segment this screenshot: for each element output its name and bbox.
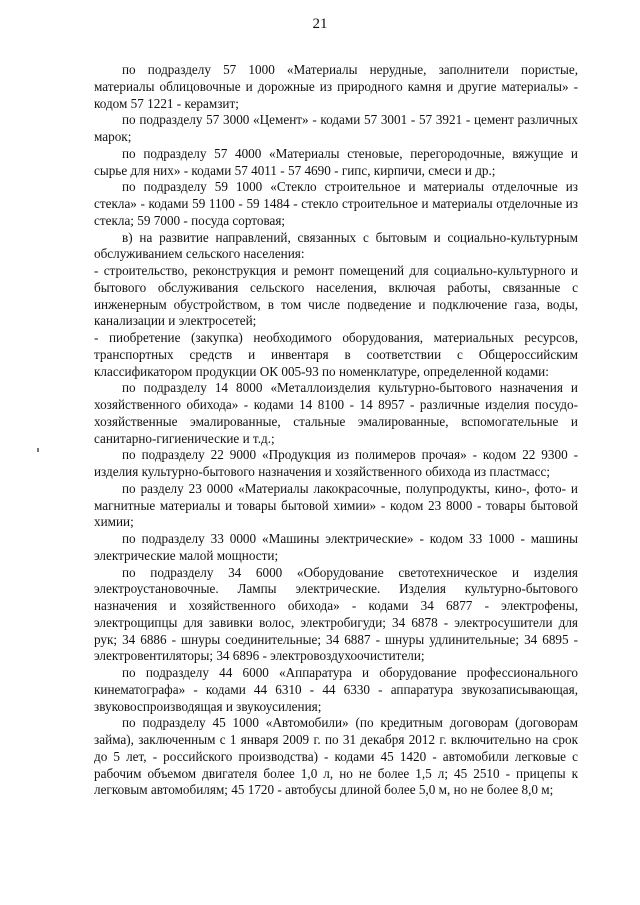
paragraph-polymers: по подразделу 22 9000 «Продукция из полимеров прочая» - кодом 22 9300 - изделия культурно-бытового назначения и хозяйственного обихода из пластмасс; [94, 447, 578, 479]
paragraph-metal-products: по подразделу 14 8000 «Металлоизделия культурно-бытового назначения и хозяйственного обихода» - кодами 14 8100 - 14 8957 - различные изделия посудо-хозяйственные эмалированные, стальные эмалированные, вспомогательные и санитарно-гигиенические и т.д.; [94, 380, 578, 446]
paragraph-wall-materials: по подразделу 57 4000 «Материалы стеновые, перегородочные, вяжущие и сырье для них» - кодами 57 4011 - 57 4690 - гипс, кирпичи, смеси и др.; [94, 145, 578, 178]
paragraph-cement: по подразделу 57 3000 «Цемент» - кодами 57 3001 - 57 3921 - цемент различных марок; [94, 112, 578, 144]
paragraph-crushed-stone-materials: по подразделу 57 1000 «Материалы нерудные, заполнители пористые, материалы облицовочные и дорожные из природного камня и другие материалы» - кодом 57 1221 - керамзит; [94, 62, 578, 111]
page-number: 21 [312, 16, 328, 32]
paragraph-purchase-item: - пиобретение (закупка) необходимого оборудования, материальных ресурсов, транспортных средств и инвентаря в соответствии с Общероссийским классификатором продукции ОК 005-93 по номенклатуре, определенной кодами: [94, 330, 578, 379]
paragraph-construction-item: - строительство, реконструкция и ремонт помещений для социально-культурного и бытового обслуживания сельского населения, включая работы, связанные с инженерным обустройством, в том числе подведение и подключение газа, воды, канализации и электросетей; [94, 263, 578, 329]
paragraph-automobiles: по подразделу 45 1000 «Автомобили» (по кредитным договорам (договорам займа), заключенным с 1 января 2009 г. по 31 декабря 2012 г. включительно на срок до 5 лет, - российского производства) - кодами 45 1420 - автомобили легковые с рабочим объемом двигателя более 1,0 л, но не более 1,5 л; 45 2510 - прицепы к легковым автомобилям; 45 1720 - автобусы длиной более 5,0 м, но не более 8,0 м; [94, 715, 578, 798]
paragraph-cinema-equipment: по подразделу 44 6000 «Аппаратура и оборудование профессионального кинематографа» - кодами 44 6310 - 44 6330 - аппаратура звукозаписывающая, звуковоспроизводящая и звукоусиления; [94, 665, 578, 714]
margin-mark [37, 448, 39, 452]
paragraph-lighting-equipment: по подразделу 34 6000 «Оборудование светотехническое и изделия электроустановочные. Лампы электрические. Изделия культурно-бытового назначения и хозяйственного обихода» - кодами 34 6877 - электрофены, электрощипцы для завивки волос, электробигуди; 34 6878 - электросушители для рук; 34 6886 - шнуры соединительные; 34 6887 - шнуры удлинительные; 34 6895 - электровентиляторы; 34 6896 - электровоздухоочистители; [94, 564, 578, 664]
body-text [94, 62, 578, 799]
paragraph-paints: по разделу 23 0000 «Материалы лакокрасочные, полупродукты, кино-, фото- и магнитные материалы и товары бытовой химии» - кодом 23 8000 - товары бытовой химии; [94, 480, 578, 530]
paragraph-section-v: в) на развитие направлений, связанных с бытовым и социально-культурным обслуживанием сельского населения: [94, 229, 578, 262]
paragraph-electric-machines: по подразделу 33 0000 «Машины электрические» - кодом 33 1000 - машины электрические малой мощности; [94, 531, 578, 563]
paragraph-glass: по подразделу 59 1000 «Стекло строительное и материалы отделочные из стекла» - кодами 59 1100 - 59 1484 - стекло строительное и материалы отделочные из стекла; 59 7000 - посуда сортовая; [94, 179, 578, 228]
